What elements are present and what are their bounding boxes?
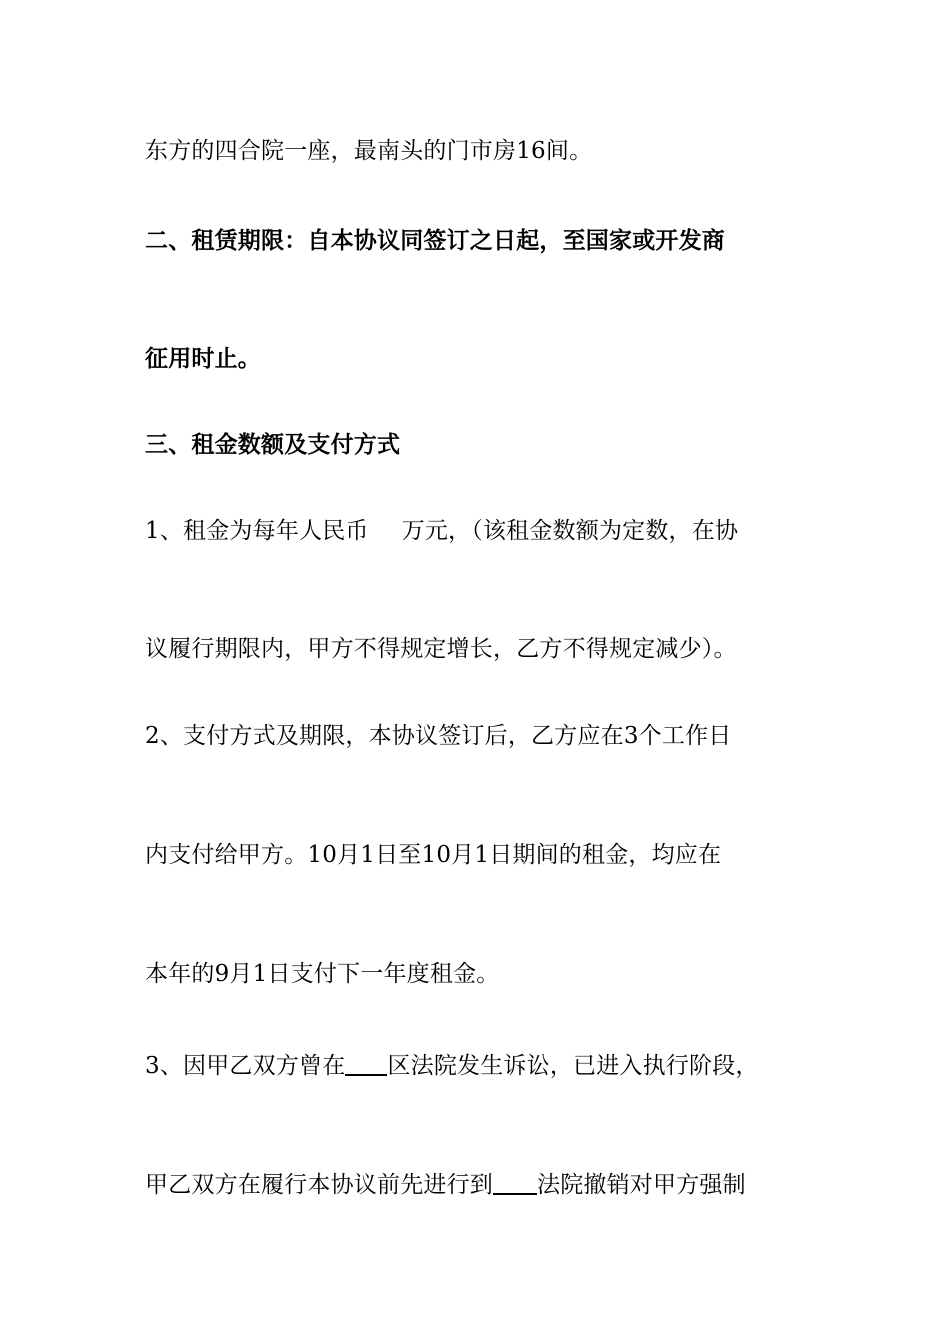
clause-2-line-3 <box>145 959 499 989</box>
line-text: 区法院发生诉讼，已进入执行阶段， <box>387 1053 759 1079</box>
line-text: 本年的9月1日支付下一年度租金。 <box>145 961 500 987</box>
clause-3-line-2 <box>145 1170 746 1200</box>
line-text: 3、因甲乙双方曾在 <box>145 1053 346 1079</box>
line-text: 法院撤销对甲方强制 <box>537 1172 746 1198</box>
clause-3-line-1 <box>145 1051 759 1081</box>
text-line-1 <box>145 136 592 166</box>
court-blank <box>493 1171 537 1195</box>
line-text: 甲乙双方在履行本协议前先进行到 <box>145 1172 493 1198</box>
clause-1-line-1 <box>145 516 738 546</box>
line-text: 二、租赁期限：自本协议同签订之日起，至国家或开发商 <box>145 227 725 254</box>
line-text: 征用时止。 <box>145 345 261 372</box>
line-text: 三、租金数额及支付方式 <box>145 431 401 458</box>
line-text: 内支付给甲方。10月1日至10月1日期间的租金，均应在 <box>145 842 722 868</box>
court-blank <box>345 1052 387 1076</box>
line-text: 万元，（该租金数额为定数，在协 <box>401 518 739 544</box>
line-text: 东方的四合院一座，最南头的门市房16间。 <box>145 138 593 164</box>
line-text: 2、支付方式及期限，本协议签订后，乙方应在3个工作日 <box>145 723 732 749</box>
clause-2-line-1 <box>145 721 731 751</box>
line-text: 1、租金为每年人民币 <box>145 518 369 544</box>
line-text: 议履行期限内，甲方不得规定增长，乙方不得规定减少）。 <box>145 636 737 662</box>
clause-1-line-2 <box>145 634 737 664</box>
clause-2-line-2 <box>145 840 721 870</box>
section-3-heading <box>145 430 400 460</box>
section-2-heading-line-2 <box>145 344 261 374</box>
section-2-heading-line-1 <box>145 226 725 256</box>
